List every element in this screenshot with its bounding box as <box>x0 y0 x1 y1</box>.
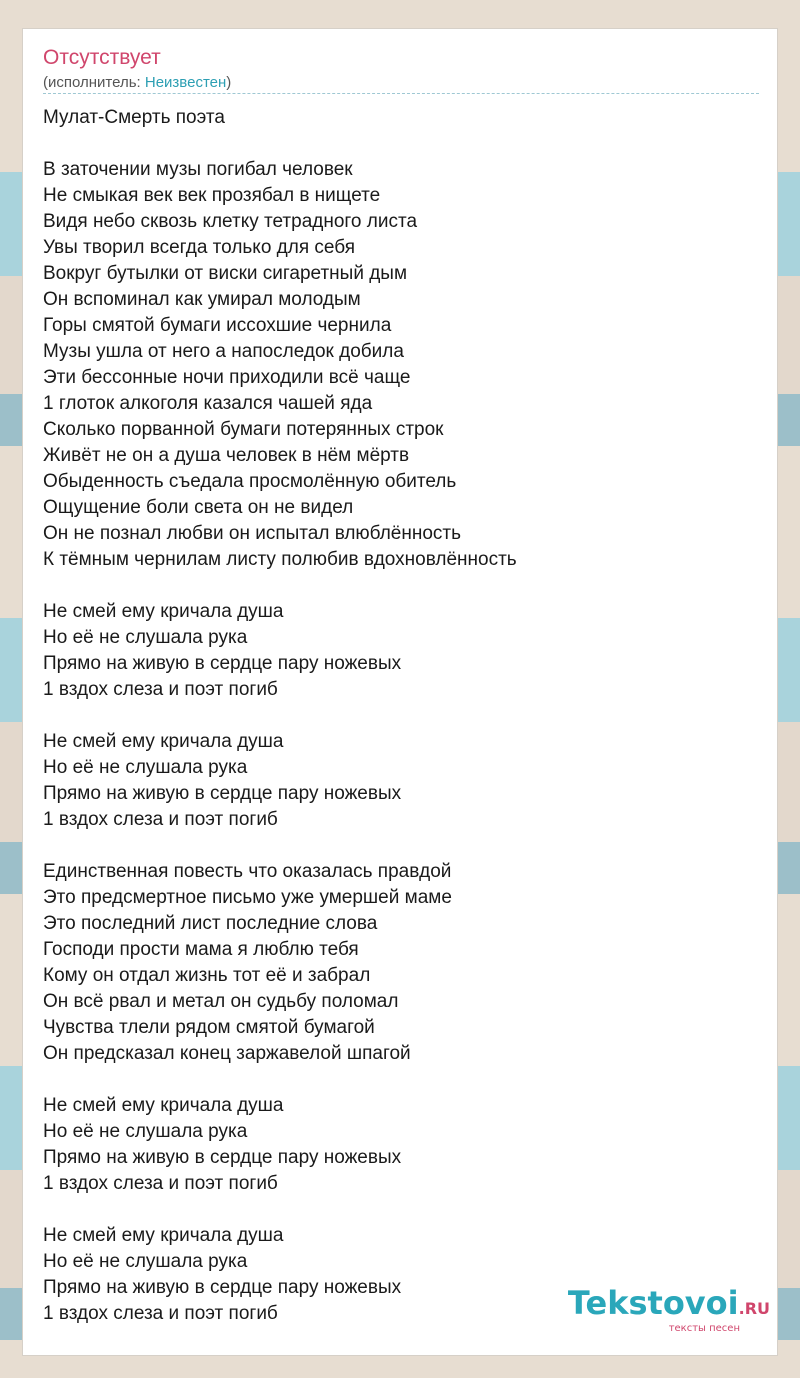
dashed-divider <box>43 93 759 94</box>
logo-tagline: тексты песен <box>668 1323 740 1334</box>
logo-tld: .RU <box>738 1299 770 1318</box>
lyrics-text: Мулат-Смерть поэта В заточении музы погибал человек Не смыкая век век прозябал в нищете Видя небо сквозь клетку тетрадного листа Увы творил всегда только для себя Вокруг бутылки от виски сигаретный дым Он вспоминал как умирал молодым Горы смятой бумаги иссохшие чернила Музы ушла от него а напоследок добила Эти бессонные ночи приходили всё чаще 1 глоток алкоголя казался чашей яда Сколько порванной бумаги потерянных строк Живёт не он а душа человек в нём мёртв Обыденность съедала просмолённую обитель Ощущение боли света он не видел Он не познал любви он испытал влюблённость К тёмным чернилам листу полюбив вдохновлённость Не смей ему кричала душа Но её не слушала рука Прямо на живую в сердце пару ножевых 1 вздох слеза и поэт погиб Не смей ему кричала душа Но её не слушала рука Прямо на живую в сердце пару ножевых 1 вздох слеза и поэт погиб Единственная повесть что оказалась правдой Это предсмертное письмо уже умершей маме Это последний лист последние слова Господи прости мама я люблю тебя Кому он отдал жизнь тот её и забрал Он всё рвал и метал он судьбу поломал Чувства тлели рядом смятой бумагой Он предсказал конец заржавелой шпагой Не смей ему кричала душа Но её не слушала рука Прямо на живую в сердце пару ножевых 1 вздох слеза и поэт погиб Не смей ему кричала душа Но её не слушала рука Прямо на живую в сердце пару ножевых 1 вздох слеза и поэт погиб <box>43 107 517 1324</box>
performer-link[interactable]: Неизвестен <box>144 74 227 91</box>
song-title: Отсутствует <box>43 46 161 69</box>
performer-line <box>43 73 231 93</box>
lyrics-card <box>22 28 778 1356</box>
logo-name: Tekstovoi <box>567 1284 739 1322</box>
performer-prefix: (исполнитель: <box>43 74 145 91</box>
site-logo[interactable] <box>568 1286 770 1334</box>
performer-suffix: ) <box>226 74 232 91</box>
logo-wordmark <box>568 1286 770 1326</box>
